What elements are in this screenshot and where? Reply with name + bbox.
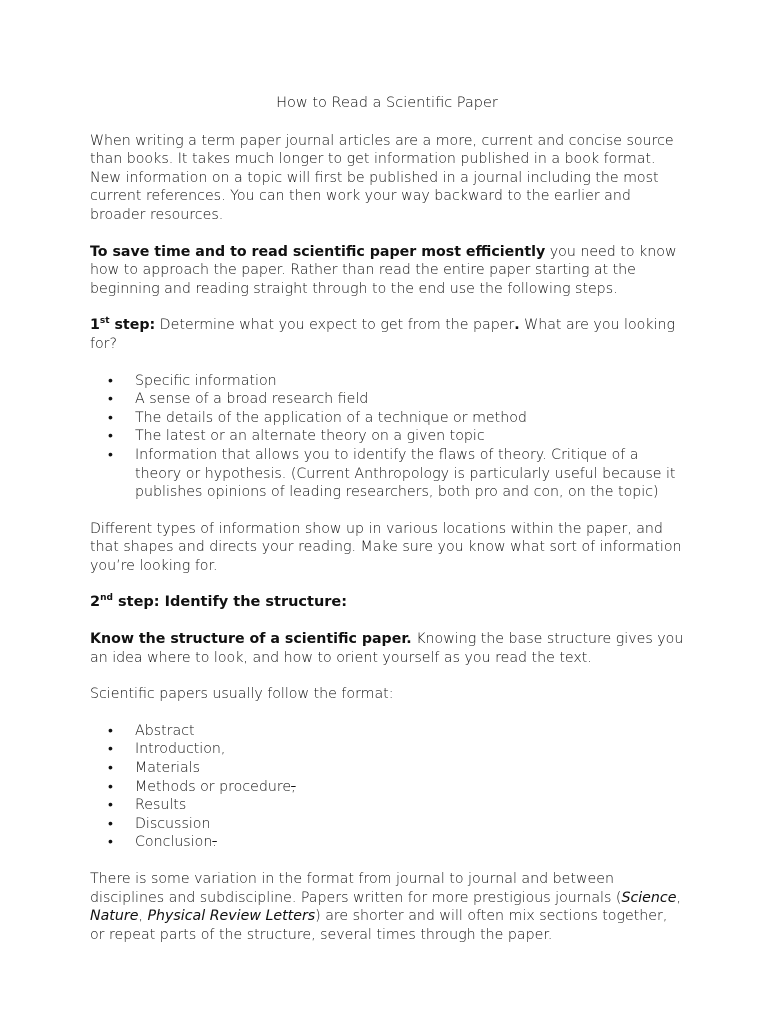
- step-1-label-text: step:: [109, 317, 156, 334]
- list-item: • Results: [135, 796, 684, 815]
- step-1-question: What are you looking for?: [90, 317, 675, 352]
- different-types-paragraph: Different types of information show up in various locations within the paper, and that shapes and directs your reading. Make sure you know what sort of information you’re looking for.: [90, 520, 682, 574]
- variation-paragraph: There is some variation in the format from journal to journal and between disciplines and subdiscipline. Papers written for more prestigious journals (Science, Nature, Physical Review Letters) are shorter and will often mix sections together, or repeat parts of the structure, several times through the paper.: [90, 871, 681, 943]
- journal-science: Science: [621, 889, 677, 906]
- step-2-suffix: nd: [100, 593, 113, 604]
- step-1-text: Determine what you expect to get from the paper: [155, 317, 515, 334]
- list-item: • Discussion: [135, 815, 684, 834]
- step-2-number: 2: [90, 594, 101, 611]
- variation-text-1: There is some variation in the format from journal to journal and between disciplines and subdiscipline. Papers written for more prestigious journals (: [90, 871, 622, 906]
- list-item: • Conclusion.: [135, 833, 684, 852]
- list-item: • Specific information: [135, 372, 684, 391]
- list-item: • A sense of a broad research field: [135, 390, 684, 409]
- step-1-list: [90, 372, 684, 502]
- step-1-label: [90, 317, 155, 333]
- step-1-suffix: st: [99, 316, 110, 327]
- variation-text-2: ) are shorter and will often mix sections together, or repeat parts of the structure, several times through the paper.: [90, 908, 668, 943]
- save-time-paragraph: [90, 243, 684, 299]
- step-1-heading: [90, 316, 684, 353]
- intro-paragraph: When writing a term paper journal articles are a more, current and concise source than books. It takes much longer to get information published in a book format. New information on a topic will first be published in a journal including the most current references. You can then work your way backward to the earlier and broader resources.: [90, 132, 674, 223]
- list-item: • Abstract: [135, 722, 684, 741]
- save-time-text: you need to know how to approach the paper. Rather than read the entire paper starting at the beginning and reading straight through to the end use the following steps.: [90, 243, 677, 297]
- list-item: • Methods or procedure,: [135, 778, 684, 797]
- journal-nature: Nature: [90, 908, 139, 925]
- format-intro: Scientific papers usually follow the format:: [90, 686, 394, 703]
- list-item: • The latest or an alternate theory on a given topic: [135, 427, 684, 446]
- list-item: • Information that allows you to identify the flaws of theory. Critique of a theory or hypothesis. (Current Anthropology is particularly useful because it publishes opinions of leading researchers, both pro and con, on the topic): [135, 446, 684, 502]
- know-structure-bold: Know the structure of a scientific paper.: [90, 631, 412, 648]
- list-item: • Introduction,: [135, 740, 684, 759]
- format-list: [90, 722, 684, 852]
- list-item: • Materials: [135, 759, 684, 778]
- know-structure-text: Knowing the base structure gives you an idea where to look, and how to orient yourself as you read the text.: [90, 631, 684, 666]
- step-2-heading: [90, 593, 684, 612]
- list-item: • The details of the application of a technique or method: [135, 409, 684, 428]
- step-2-label: step: Identify the structure:: [112, 594, 348, 611]
- journal-prl: Physical Review Letters: [147, 908, 316, 925]
- step-1-number: 1: [90, 317, 100, 334]
- know-structure-paragraph: [90, 630, 684, 667]
- page-title: How to Read a Scientific Paper: [276, 95, 498, 111]
- step-1-dot: .: [514, 317, 520, 334]
- save-time-bold: To save time and to read scientific paper most efficiently: [90, 243, 546, 260]
